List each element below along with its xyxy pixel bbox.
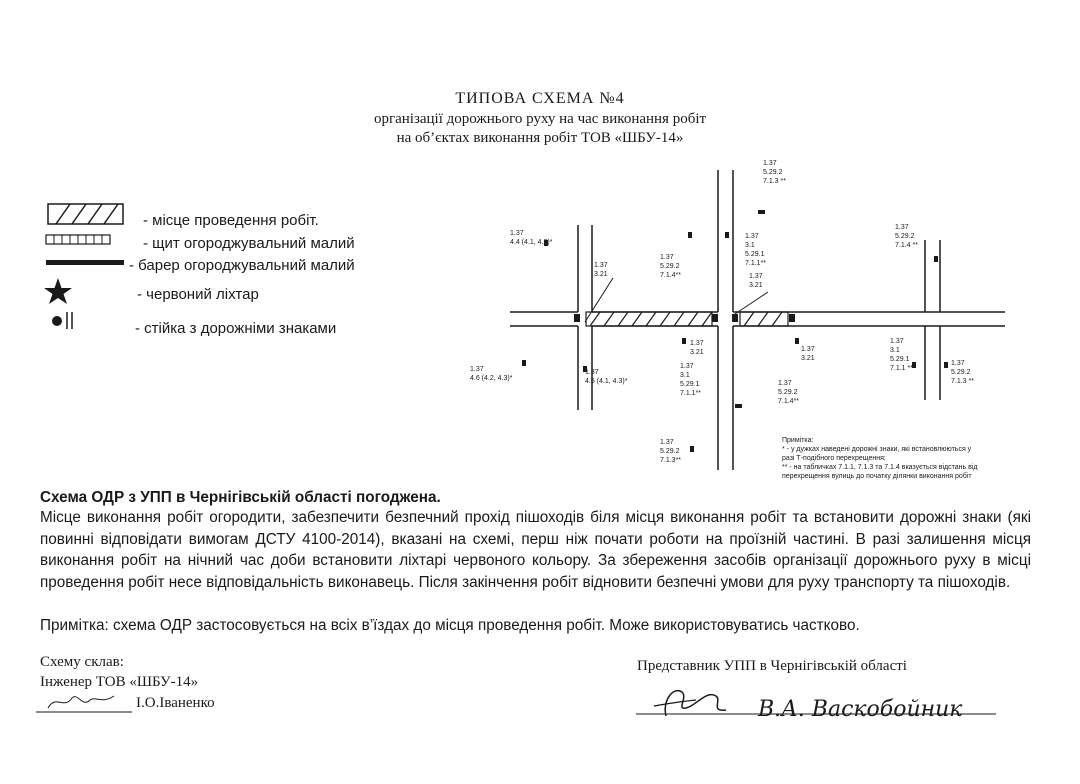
sign-label: 1.37 5.29.2 7.1.4**	[660, 254, 682, 279]
legend-label-barrier: - барер огороджувальний малий	[129, 257, 355, 274]
signature-left-role: Інженер ТОВ «ШБУ-14»	[40, 674, 199, 690]
sign-post-markers	[522, 210, 948, 452]
legend-label-red-lamp: - червоний ліхтар	[137, 286, 259, 303]
approval-paragraph: Місце виконання робіт огородити, забезпечити безпечний прохід пішоходів біля місця виконання робіт та встановити дорожні знаки (які повинні відповідати вимогам ДСТУ 4100-2014), вказані на схемі, перш ніж почати роботи на проїзній частині. В разі залишення місця виконання робіт на нічний час доби встановити ліхтарі червоного кольору. За збереження засобів організації дорожнього руху в місці проведення робіт несе відповідальність виконавець. Після закінчення робіт відновити безпечні умови для руху транспорту та пішоходів.	[40, 509, 1031, 591]
sign-label: 1.37 3.1 5.29.1 7.1.1**	[745, 233, 767, 267]
sign-label: 1.37 4.4 (4.1, 4.2)*	[510, 230, 553, 246]
work-zone-hatch	[586, 312, 788, 326]
sign-label: 1.37 3.21	[749, 273, 763, 289]
scheme-note-heading: Примітка:	[782, 437, 814, 444]
sign-label: 1.37 3.1 5.29.1 7.1.1 **	[890, 338, 913, 372]
sign-label: 1.37 5.29.2 7.1.4 **	[895, 224, 918, 249]
scheme-note-line: перехрещення вулиць до початку ділянки виконання робіт	[782, 473, 972, 480]
document-subtitle-2: на об’єктах виконання робіт ТОВ «ШБУ-14»	[396, 130, 684, 146]
sign-label: 1.37 5.29.2 7.1.3 **	[951, 360, 974, 385]
signature-right-title: Представник УПП в Чернігівській області	[637, 658, 907, 674]
sign-label: 1.37 5.29.2 7.1.3 **	[763, 160, 786, 185]
scheme-note-line: ** - на табличках 7.1.1, 7.1.3 та 7.1.4 вказується відстань від	[782, 464, 978, 471]
handwritten-signature-left	[36, 690, 136, 714]
signature-left-name: І.О.Іваненко	[136, 695, 215, 711]
roads	[510, 170, 1005, 470]
scheme-note-line: разі Т-подібного перехрещення;	[782, 455, 886, 462]
sign-label: 1.37 5.29.2 7.1.4**	[778, 380, 800, 405]
legend-label-shield: - щит огороджувальний малий	[143, 235, 355, 252]
sign-label: 1.37 5.29.2 7.1.3**	[660, 439, 682, 464]
approval-note: Примітка: схема ОДР застосовується на всіх в’їздах до місця проведення робіт. Може використовуватись частково.	[40, 617, 860, 634]
signature-left-heading: Схему склав:	[40, 654, 124, 670]
legend-label-work-area: - місце проведення робіт.	[143, 212, 319, 229]
scheme-note	[782, 436, 1022, 481]
sign-label: 1.37 3.1 5.29.1 7.1.1**	[680, 363, 702, 397]
sign-label: 1.37 4.6 (4.2, 4.3)*	[470, 366, 513, 382]
sign-label: 1.37 3.21	[690, 340, 704, 356]
legend-label-sign-post: - стійка з дорожніми знаками	[135, 320, 337, 337]
sign-label: 1.37 3.21	[801, 346, 815, 362]
document-title: ТИПОВА СХЕМА №4	[455, 90, 625, 107]
document-subtitle: організації дорожнього руху на час виконання робіт	[373, 111, 707, 127]
scheme-note-line: * - у дужках наведені дорожні знаки, які встановлюються у	[782, 446, 972, 453]
signature-right-text: В.А. Васкобойник	[758, 697, 963, 722]
sign-label: 1.37 4.5 (4.1, 4.3)*	[585, 369, 628, 385]
approval-heading: Схема ОДР з УПП в Чернігівській області погоджена.	[40, 489, 441, 506]
handwritten-signature-right	[636, 680, 1006, 724]
sign-label: 1.37 3.21	[594, 262, 608, 278]
